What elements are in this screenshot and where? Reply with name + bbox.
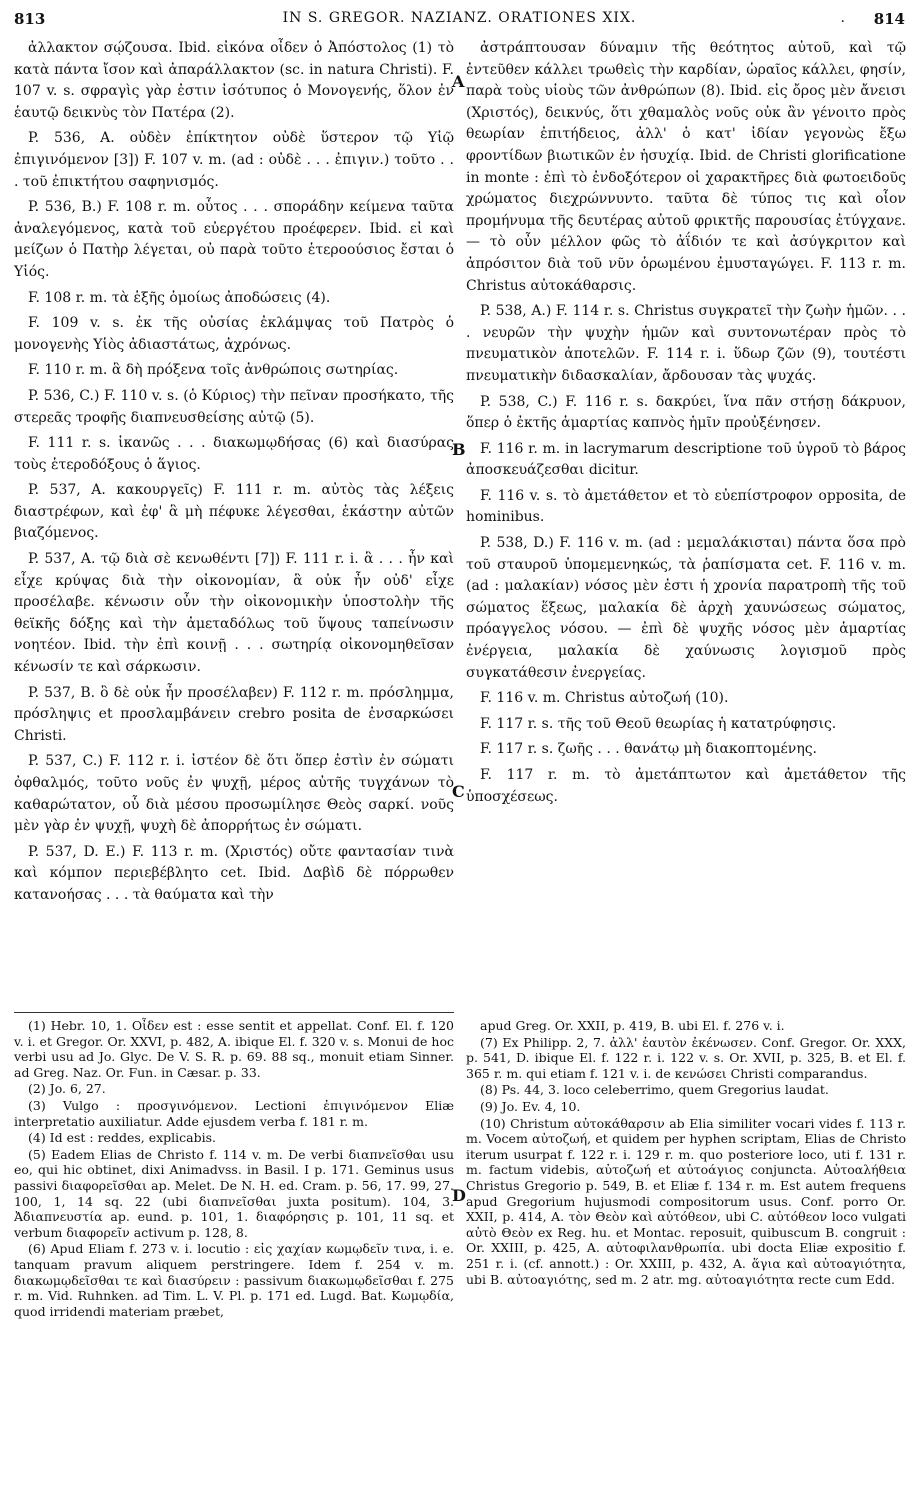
paragraph: P. 538, D.) F. 116 v. m. (ad : μεμαλάκισται) πάντα ὅσα πρὸ τοῦ σταυροῦ ὑπομεμενηκώς, τὰ ῥαπίσματα cet. F. 116 v. m. (ad : μαλακίαν) νόσος μὲν ἐστι ἡ χρονία παρατροπὴ τῆς τοῦ σώματος ἕξεως, μαλακία δὲ ἀρχὴ χαυνώσεως σώματος, πρόαγγελος νόσου. — ἐπὶ δὲ ψυχῆς νόσος μὲν ἁμαρτίας ἐνέργεια, μαλακία δὲ χαύνωσις λογισμοῦ πρὸς συγκατάθεσιν ἐνεργείας. bbox=[466, 535, 906, 681]
footnote: (6) Apud Eliam f. 273 v. i. locutio : εἰς χαχίαν κωμῳδεῖν τινα, i. e. tanquam pravum aliquem perstringere. Idem f. 254 v. m. διακωμῳδεῖσθαι τε καὶ διασύρειν : passivum διακωμῳδεῖσθαι f. 275 r. m. Vid. Ruhnken. ad Tim. L. V. Pl. p. 171 ed. Lugd. Bat. Κωμῳδία, quod irridendi materiam præbet, bbox=[14, 1241, 454, 1319]
running-title: IN S. GREGOR. NAZIANZ. ORATIONES XIX. bbox=[282, 10, 637, 26]
paragraph: P. 536, B.) F. 108 r. m. οὗτος . . . σποράδην κείμενα ταῦτα ἀναλεγόμενος, κατὰ τοῦ εὐεργέτου προέφερεν. Ibid. εἰ καὶ μείζων ὁ Πατὴρ λέγεται, οὐ παρὰ τοῦτο ἑτεροούσιος ἔσται ὁ Υἱός. bbox=[14, 199, 454, 280]
paragraph: F. 116 v. m. Christus αὐτοζωή (10). bbox=[480, 690, 729, 707]
footnote-divider bbox=[14, 1012, 454, 1013]
footnote: (8) Ps. 44, 3. loco celeberrimo, quem Gregorius laudat. bbox=[480, 1082, 829, 1098]
left-column bbox=[14, 38, 454, 911]
paragraph: P. 537, A. τῷ διὰ σὲ κενωθέντι [7]) F. 111 r. i. ἃ . . . ἦν καὶ εἶχε κρύψας διὰ τὴν οἰκονομίαν, ἃ οὐκ ἦν οὐδ' εἶχε προσέλαβε. κένωσιν οὖν τὴν οἰκονομικὴν ὑποστολὴν τῆς θεϊκῆς δόξης καὶ τὴν ἀμεταδόλως τοῦ ὕψους ταπείνωσιν νοητέον. Ibid. τὴν ἐπὶ κοινῇ . . . σωτηρίᾳ οἰκονομηθεῖσαν κένωσίν τε καὶ σάρκωσιν. bbox=[14, 551, 454, 676]
paragraph: F. 117 r. s. τῆς τοῦ Θεοῦ θεωρίας ἡ κατατρύφησις. bbox=[480, 715, 837, 732]
paragraph: P. 538, A.) F. 114 r. s. Christus συγκρατεῖ τὴν ζωὴν ἡμῶν. . . . νευρῶν τὴν ψυχὴν ἡμῶν καὶ συντονωτέραν πρὸς τὸ πνευματικὸν ἀποτελῶν. F. 114 r. i. ὕδωρ ζῶν (9), τουτέστι πνευματικὴν διδασκαλίαν, ἄρδουσαν τὰς ψυχάς. bbox=[466, 303, 906, 384]
footnote: (5) Eadem Elias de Christo f. 114 v. m. De verbi διαπνεῖσθαι usu eo, qui hic obtinet, dixi Animadvss. in Basil. I p. 171. Geminus usus passivi διαφορεῖσθαι ap. Melet. De N. H. ed. Cram. p. 56, 17. 99, 27. 100, 1, 14 sq. 22 (ubi διαπνεῖσθαι juxta positum). 104, 3. Ἀδιαπνευστία ap. eund. p. 101, 1. διαφόρησις p. 101, 11 sq. et verbum διαφορεῖν activum p. 128, 8. bbox=[14, 1146, 454, 1240]
margin-marker-d: D bbox=[452, 1186, 466, 1205]
footnote: (2) Jo. 6, 27. bbox=[28, 1081, 106, 1097]
footnote: (9) Jo. Ev. 4, 10. bbox=[480, 1098, 581, 1114]
footnote: (10) Christum αὐτοκάθαρσιν ab Elia similiter vocari vides f. 113 r. m. Vocem αὐτοζωή, et quidem per hyphen scriptam, Elias de Christo iterum usurpat f. 122 r. i. 129 r. m. quo posteriore loco, uti f. 131 r. m. factum videbis, αὐτοζωή et αὐτοάγιος conjuncta. Αὐτοαλήθεια Christus Gregorio p. 549, B. et Eliæ f. 134 r. m. Est autem frequens apud Gregorium hujusmodi compositorum usus. Conf. porro Or. XXII, p. 414, A. τὸν Θεὸν καὶ αὐτόθεον, ubi C. αὐτόθεον loco vulgati αὐτὸ Θεὸν ex Reg. hu. et Montac. reposuit, quibuscum B. congruit : Or. XXIII, p. 425, A. αὐτοφιλανθρωπία. ubi docta Eliæ expositio f. 251 r. i. (cf. annott.) : Or. XXIII, p. 432, A. ἅγια καὶ αὐτοαγιότητα, ubi B. αὐτοαγιότης, sed m. 2 atr. mg. αὐτοαγιότητα recte cum Edd. bbox=[466, 1115, 906, 1287]
paragraph: F. 109 v. s. ἐκ τῆς οὐσίας ἐκλάμψας τοῦ Πατρὸς ὁ μονογενὴς Υἱὸς ἀδιαστάτως, ἀχρόνως. bbox=[14, 315, 454, 353]
paragraph: ἀστράπτουσαν δύναμιν τῆς θεότητος αὐτοῦ, καὶ τῷ ἐντεῦθεν κάλλει τρωθεὶς τὴν καρδίαν, ὡραῖος κάλλει, φησίν, παρὰ τοὺς υἱοὺς τῶν ἀνθρώπων (8). Ibid. εἰς ὄρος μὲν ἄνεισι (Χριστός), δεικνύς, ὅτι χθαμαλὸς νοῦς οὐκ ἂν γένοιτο πρὸς θεωρίαν ἐπιτήδειος, ἀλλ' ὁ κατ' ἰδίαν γεγονὼς ἔξω φροντίδων βιωτικῶν ἐν ἡσυχίᾳ. Ibid. de Christi glorificatione in monte : ἐπὶ τὸ ἐνδοξότερον οἱ χαρακτῆρες διὰ φωτοειδοῦς χρώματος διεχρώννυντο. ταῦτα δὲ τύπος τις καὶ οἷον προμήνυμα τῆς δευτέρας αὐτοῦ φρικτῆς παρουσίας ἐτύγχανε. — τὸ οὖν μέλλον φῶς τὸ ἀΐδιόν τε καὶ ἀσύγκριτον καὶ ἀπρόσιτον διὰ τοῦ νῦν ὁρωμένου ἐμυσταγώγει. F. 113 r. m. Christus αὐτοκάθαρσις. bbox=[466, 40, 906, 294]
paragraph: P. 537, B. ὃ δὲ οὐκ ἦν προσέλαβεν) F. 112 r. m. πρόσλημμα, πρόσληψις et προσλαμβάνειν crebro posita de ἐνσαρκώσει Christi. bbox=[14, 684, 454, 744]
paragraph: F. 117 r. m. τὸ ἀμετάπτωτον καὶ ἀμετάθετον τῆς ὑποσχέσεως. bbox=[466, 767, 906, 805]
paragraph: F. 116 r. m. in lacrymarum descriptione τοῦ ὑγροῦ τὸ βάρος ἀποσκευάζεσθαι dicitur. bbox=[466, 440, 906, 479]
footnote: (3) Vulgo : προσγινόμενον. Lectioni ἐπιγινόμενον Eliæ interpretatio auxiliatur. Adde ejusdem verba f. 181 r. m. bbox=[14, 1097, 454, 1129]
page-number-right: 814 bbox=[873, 10, 905, 28]
header-dot: . bbox=[840, 10, 845, 26]
footnotes-left bbox=[14, 1018, 454, 1320]
paragraph: F. 116 v. s. τὸ ἀμετάθετον et τὸ εὐεπίστροφον opposita, de hominibus. bbox=[466, 487, 906, 526]
footnotes-right bbox=[466, 1018, 906, 1288]
paragraph: F. 111 r. s. ἱκανῶς . . . διακωμῳδήσας (6) καὶ διασύρας τοὺς ἑτεροδόξους ὁ ἅγιος. bbox=[14, 435, 454, 473]
page-number-left: 813 bbox=[14, 10, 46, 28]
margin-marker-a: A bbox=[452, 72, 465, 91]
footnote: (1) Hebr. 10, 1. Οἶδεν est : esse sentit et appellat. Conf. El. f. 120 v. i. et Gregor. Or. XXVI, p. 482, A. ibique El. f. 320 v. s. Monui de hoc verbi usu ad Jo. Glyc. De V. S. R. p. 69. 88 sq., monuit etiam Sinner. ad Greg. Naz. Or. Fun. in Cæsar. p. 33. bbox=[14, 1018, 454, 1080]
paragraph: F. 110 r. m. ἃ δὴ πρόξενα τοῖς ἀνθρώποις σωτηρίας. bbox=[28, 362, 399, 379]
page-header bbox=[14, 10, 905, 32]
margin-marker-b: B bbox=[452, 440, 466, 459]
paragraph: ἀλλακτον σῴζουσα. Ibid. εἰκόνα οἶδεν ὁ Ἀπόστολος (1) τὸ κατὰ πάντα ἴσον καὶ ἀπαράλλακτον (sc. in natura Christi). F. 107 v. s. σφραγὶς γὰρ ἐστιν ἰσότυπος ὁ Μονογενής, ὅλον ἐν ἑαυτῷ δεικνὺς τὸν Πατέρα (2). bbox=[14, 40, 454, 121]
paragraph: P. 537, C.) F. 112 r. i. ἰστέον δὲ ὅτι ὅπερ ἐστὶν ἐν σώματι ὀφθαλμός, τοῦτο νοῦς ἐν ψυχῇ, μέρος αὐτῆς τυγχάνων τὸ καθαρώτατον, οὗ διὰ μέσου προσωμίλησε Θεὸς σαρκί. νοῦς μὲν γὰρ ἐν ψυχῇ, ψυχὴ δὲ ἀπορρήτως ἐν σώματι. bbox=[14, 753, 454, 835]
footnote: apud Greg. Or. XXII, p. 419, B. ubi El. f. 276 v. i. bbox=[480, 1018, 785, 1033]
paragraph: P. 538, C.) F. 116 r. s. δακρύει, ἵνα πᾶν στήσῃ δάκρυον, ὅπερ ὁ ἐκτῆς ἁμαρτίας καπνὸς ἡμῖν προὐξένησεν. bbox=[466, 393, 906, 432]
paragraph: F. 108 r. m. τὰ ἑξῆς ὁμοίως ἀποδώσεις (4). bbox=[28, 289, 331, 306]
right-column bbox=[466, 38, 906, 812]
paragraph: P. 537, D. E.) F. 113 r. m. (Χριστός) οὔτε φαντασίαν τινὰ καὶ κόμπον περιεβέβλητο cet. Ibid. Δαβὶδ δὲ πόρρωθεν κατανοήσας . . . τὰ θαύματα καὶ τὴν bbox=[14, 843, 454, 903]
paragraph: P. 536, C.) F. 110 v. s. (ὁ Κύριος) τὴν πεῖναν προσήκατο, τῆς στερεᾶς τροφῆς διαπνευσθείσης αὐτῷ (5). bbox=[14, 387, 454, 426]
paragraph: P. 536, A. οὐδὲν ἐπίκτητον οὐδὲ ὕστερον τῷ Υἱῷ ἐπιγινόμενον [3]) F. 107 v. m. (ad : οὐδὲ . . . ἐπιγιν.) τοῦτο . . . τοῦ ἐπικτήτου σαφηνισμός. bbox=[14, 130, 454, 190]
margin-marker-c: C bbox=[452, 782, 465, 801]
footnote: (7) Ex Philipp. 2, 7. ἀλλ' ἑαυτὸν ἐκένωσεν. Conf. Gregor. Or. XXX, p. 541, D. ibique El. f. 122 r. i. 122 v. s. Or. XVII, p. 325, B. et El. f. 365 r. m. qui etiam f. 121 v. i. de κενώσει Christi comparandus. bbox=[466, 1034, 906, 1081]
paragraph: P. 537, A. κακουργεῖς) F. 111 r. m. αὐτὸς τὰς λέξεις διαστρέφων, καὶ ἐφ' ἃ μὴ πέφυκε λέγεσθαι, ἑκάστην αὐτῶν βιαζόμενος. bbox=[14, 482, 454, 542]
paragraph: F. 117 r. s. ζωῆς . . . θανάτῳ μὴ διακοπτομένης. bbox=[480, 741, 817, 758]
footnote: (4) Id est : reddes, explicabis. bbox=[28, 1130, 217, 1146]
